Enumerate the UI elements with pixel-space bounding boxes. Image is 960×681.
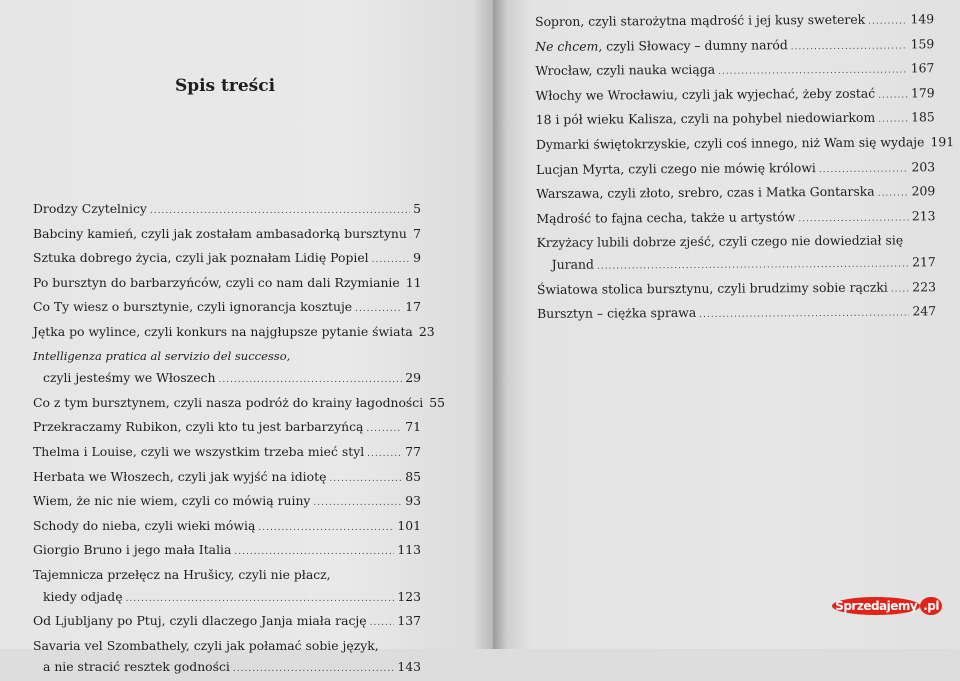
entry-title [536,131,925,155]
entry-title [43,656,230,678]
right-page [493,0,960,649]
entry-title-text: Babciny kamień, czyli jak zostałam ambasadorką bursztynu [33,226,407,241]
entry-title-text: Herbata we Włoszech, czyli jak wyjść na idiotę [33,469,326,484]
dot-leader [367,444,402,466]
entry-title-text: Włochy we Wrocławiu, czyli jak wyjechać, żeby zostać [536,85,876,102]
toc-entry [536,107,935,134]
entry-page-number: 143 [397,656,421,678]
dot-leader [718,61,908,84]
dot-leader [218,370,402,392]
entry-title [536,107,876,131]
entry-title [33,490,310,512]
entry-title-text: 18 i pół wieku Kalisza, czyli na pohybel niedowiarkom [536,110,876,127]
entry-page-number: 223 [912,276,936,298]
dot-leader [878,184,909,206]
dot-leader [819,159,909,181]
toc-entry [33,441,421,466]
entry-title-text: Mądrość to fajna cecha, także u artystów [536,209,795,226]
entry-title [33,416,363,438]
entry-title-text: Jętka po wylince, czyli konkurs na najgłupsze pytanie świata [33,324,413,339]
toc-heading: Spis treści [0,76,450,96]
watermark-logo: $^{Sprzedajemy}$ $^{.pl}$ [832,597,942,627]
entry-title [33,441,364,463]
entry-page-number: 159 [911,33,935,55]
entry-title [33,321,413,343]
entry-title [33,296,352,318]
toc-entry-line [33,346,421,368]
entry-title-text: Drodzy Czytelnicy [33,201,147,216]
entry-title-text: Warszawa, czyli złoto, srebro, czas i Matka Gontarska [536,184,875,201]
entry-title-text: Dymarki świętokrzyskie, czyli coś innego, niż Wam się wydaje [536,134,925,152]
toc-entry [33,416,421,441]
entry-page-number: 123 [397,586,421,608]
dot-leader [233,659,394,681]
dot-leader [370,613,395,635]
toc-entry-line [33,564,421,586]
entry-title-text: Co z tym bursztynem, czyli nasza podróż do krainy łagodności [33,395,423,410]
entry-page-number: 71 [405,416,421,438]
toc-entry [536,82,935,109]
toc-entry [33,490,421,515]
toc-entry [33,296,421,321]
dot-leader [234,542,394,564]
toc-entry [535,33,934,60]
entry-title-text: Lucjan Myrta, czyli czego nie mówię królowi [536,160,816,177]
dot-leader [372,250,410,272]
entry-title-text: kiedy odjadę [43,589,123,604]
entry-title [33,198,147,220]
dot-leader [891,279,910,301]
entry-title-italic: Ne chcem [535,38,598,53]
toc-entry [33,272,421,297]
toc-entry [33,198,421,223]
toc-entry [535,57,934,84]
entry-title: Tajemnicza przełęcz na Hrušicy, czyli nie płacz, [33,564,331,586]
entry-title: Krzyżacy lubili dobrze zjeść, czyli czego nie dowiedział się [537,230,904,254]
toc-entry [33,223,421,248]
toc-entry [33,367,421,392]
entry-title: Savaria vel Szombathely, czyli jak połamać sobie język, [33,635,379,657]
entry-title-text: Po bursztyn do barbarzyńców, czyli co nam dali Rzymianie [33,275,400,290]
toc-entry [33,586,421,611]
entry-title-text: Thelma i Louise, czyli we wszystkim trzeba mieć styl [33,444,364,459]
toc-entry [33,515,421,540]
entry-title [535,59,715,82]
toc-entry [33,247,421,272]
entry-title-text: Sztuka dobrego życia, czyli jak poznałam Lidię Popiel [33,250,369,265]
entry-title-text: a nie stracić resztek godności [43,659,230,674]
toc-entry [537,251,936,278]
entry-title-text: Wrocław, czyli nauka wciąga [535,62,715,78]
entry-page-number: 209 [912,180,936,202]
toc-list-left [33,198,421,681]
dot-leader [150,201,410,223]
dot-leader [878,85,908,107]
entry-page-number: 213 [912,205,936,227]
entry-title [537,276,888,300]
entry-title [33,223,407,245]
entry-page-number: 217 [912,251,936,273]
entry-title-text: Sopron, czyli starożytna mądrość i jej kusy sweterek [535,12,865,29]
toc-entry [536,205,935,232]
entry-page-number: 247 [912,300,936,322]
entry-title [536,157,816,181]
entry-page-number: 167 [911,57,935,79]
dot-leader [868,11,907,33]
entry-title [535,9,865,33]
entry-title-text: , czyli Słowacy – dumny naród [598,37,788,53]
entry-title [537,302,696,325]
entry-title [33,272,400,294]
entry-page-number: 149 [910,8,934,30]
toc-entry [33,392,421,417]
toc-entry [33,610,421,635]
entry-page-number: 101 [397,515,421,537]
entry-page-number: 17 [405,296,421,318]
entry-title [536,181,875,205]
entry-page-number: 29 [405,367,421,389]
entry-title [33,247,369,269]
entry-page-number: 185 [911,107,935,129]
entry-page-number: 7 [413,223,421,245]
dot-leader [366,419,402,441]
entry-title-text: Bursztyn – ciężka sprawa [537,305,696,321]
entry-page-number: 113 [397,539,421,561]
entry-title-text: Co Ty wiesz o bursztynie, czyli ignorancja kosztuje [33,299,352,314]
entry-page-number: 191 [930,131,954,153]
dot-leader [329,469,402,491]
toc-entry [537,276,936,303]
toc-entry [536,156,935,183]
entry-page-number: 179 [911,82,935,104]
entry-title [33,539,231,561]
dot-leader [597,254,909,278]
entry-title-text: Światowa stolica bursztynu, czyli brudzimy sobie rączki [537,279,888,296]
toc-entry [33,321,421,346]
toc-entry [536,131,935,158]
entry-page-number: 9 [413,247,421,269]
toc-entry [535,8,934,35]
left-page [0,0,493,649]
entry-title-text: Schody do nieba, czyli wieki mówią [33,518,255,533]
dot-leader [258,518,394,540]
entry-title [43,586,123,608]
dot-leader [878,110,908,132]
entry-title [535,34,788,57]
toc-entry [33,466,421,491]
dot-leader [798,208,909,230]
entry-title-text: Wiem, że nic nie wiem, czyli co mówią ruiny [33,493,310,508]
entry-page-number: 93 [405,490,421,512]
toc-list-right [535,8,936,327]
entry-title: Intelligenza pratica al servizio del successo, [33,346,290,368]
entry-title [43,367,215,389]
entry-page-number: 85 [405,466,421,488]
entry-page-number: 23 [419,321,435,343]
entry-title-text: czyli jesteśmy we Włoszech [43,370,215,385]
toc-entry [33,656,421,681]
entry-title [33,610,367,632]
entry-page-number: 77 [405,441,421,463]
dot-leader [791,36,908,58]
entry-title [552,254,594,276]
dot-leader [126,589,395,611]
entry-title-text: Jurand [552,257,594,272]
toc-entry [536,180,935,207]
entry-page-number: 5 [413,198,421,220]
toc-entry-line [33,635,421,657]
entry-page-number: 55 [429,392,445,414]
entry-title-text: Przekraczamy Rubikon, czyli kto tu jest barbarzyńcą [33,419,363,434]
dot-leader [355,299,402,321]
entry-title-text: Giorgio Bruno i jego mała Italia [33,542,231,557]
dot-leader [313,493,402,515]
entry-page-number: 11 [406,272,422,294]
toc-entry [537,300,936,327]
entry-title [33,515,255,537]
entry-page-number: 137 [397,610,421,632]
toc-entry [33,539,421,564]
entry-title [33,392,423,414]
entry-title [33,466,326,488]
entry-page-number: 203 [911,156,935,178]
entry-title [536,206,795,229]
dot-leader [699,304,909,327]
toc-entry-line [537,230,936,254]
entry-title-text: Od Ljubljany po Ptuj, czyli dlaczego Janja miała rację [33,613,367,628]
entry-title [536,82,876,106]
